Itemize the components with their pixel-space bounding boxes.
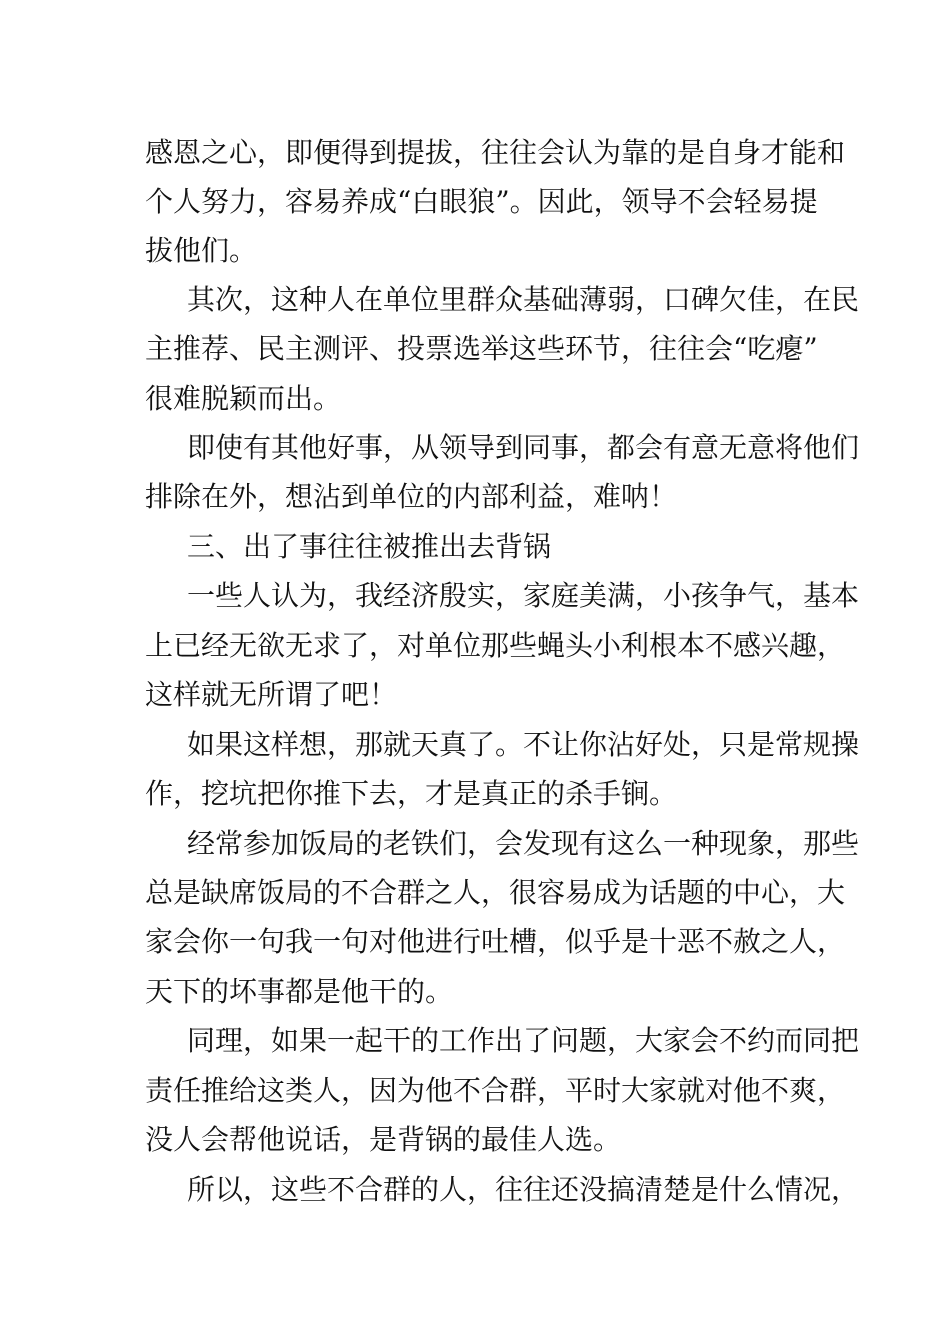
text-line-12: 这样就无所谓了吧！ xyxy=(145,678,398,711)
text-line-20: 责任推给这类人，因为他不合群，平时大家就对他不爽， xyxy=(145,1074,846,1107)
section-heading: 三、出了事往往被推出去背锅 xyxy=(187,530,552,563)
text-line-5: 主推荐、民主测评、投票选举这些环节，往往会“吃瘪” xyxy=(145,332,818,365)
text-line-15: 经常参加饭局的老铁们，会发现有这么一种现象，那些 xyxy=(187,827,860,860)
text-line-16: 总是缺席饭局的不合群之人，很容易成为话题的中心，大 xyxy=(145,876,846,909)
text-line-6: 很难脱颖而出。 xyxy=(145,382,342,415)
text-line-4: 其次，这种人在单位里群众基础薄弱，口碑欠佳，在民 xyxy=(187,283,860,316)
text-line-2: 个人努力，容易养成“白眼狼”。因此，领导不会轻易提 xyxy=(145,185,818,218)
text-line-3: 拔他们。 xyxy=(145,234,258,267)
text-line-11: 上已经无欲无求了，对单位那些蝇头小利根本不感兴趣， xyxy=(145,629,846,662)
text-line-7: 即使有其他好事，从领导到同事，都会有意无意将他们 xyxy=(187,431,860,464)
text-line-14: 作，挖坑把你推下去，才是真正的杀手锏。 xyxy=(145,777,678,810)
text-line-1: 感恩之心，即便得到提拔，往往会认为靠的是自身才能和 xyxy=(145,136,846,169)
text-line-13: 如果这样想，那就天真了。不让你沾好处，只是常规操 xyxy=(187,728,860,761)
text-line-21: 没人会帮他说话，是背锅的最佳人选。 xyxy=(145,1123,622,1156)
text-line-18: 天下的坏事都是他干的。 xyxy=(145,975,454,1008)
text-line-8: 排除在外，想沾到单位的内部利益，难呐！ xyxy=(145,480,678,513)
text-line-19: 同理，如果一起干的工作出了问题，大家会不约而同把 xyxy=(187,1024,860,1057)
text-line-10: 一些人认为，我经济殷实，家庭美满，小孩争气，基本 xyxy=(187,579,860,612)
text-line-22: 所以，这些不合群的人，往往还没搞清楚是什么情况， xyxy=(187,1173,860,1206)
text-line-17: 家会你一句我一句对他进行吐槽，似乎是十恶不赦之人， xyxy=(145,925,846,958)
